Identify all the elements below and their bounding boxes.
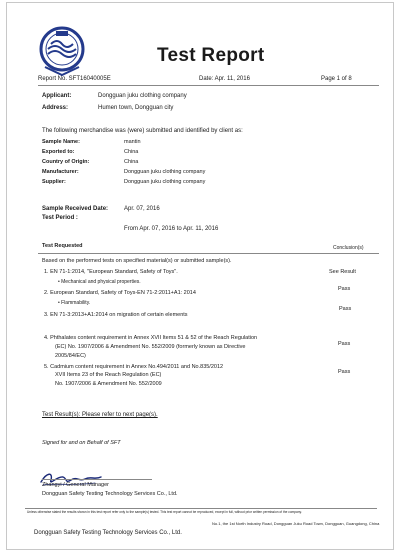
footer-company: Dongguan Safety Testing Technology Services Co., Ltd. <box>34 530 182 536</box>
tests-divider <box>38 253 379 254</box>
test-item-1: 1. EN 71-1:2014, "European Standard, Safety of Toys". <box>44 269 178 275</box>
test-item-4: 4. Phthalates content requirement in Annex XVII Items 51 & 52 of the Reach Regulation <box>44 335 258 341</box>
test-period-label: Test Period : <box>42 215 78 221</box>
country-of-origin-label: Country of Origin: <box>42 159 90 165</box>
basis-text: Based on the performed tests on specified material(s) or submitted sample(s). <box>42 258 232 264</box>
signed-for-text: Signed for and on Behalf of SFT <box>42 440 121 446</box>
country-of-origin-value: China <box>124 159 139 165</box>
test-period-value: From Apr. 07, 2016 to Apr. 11, 2016 <box>124 226 219 232</box>
test-item-3: 3. EN 71-3:2013+A1:2014 on migration of certain elements <box>44 312 188 318</box>
sample-name-label: Sample Name: <box>42 139 80 145</box>
footer-divider <box>25 508 377 509</box>
signature-line <box>42 479 152 480</box>
manufacturer-label: Manufacturer: <box>42 169 79 175</box>
test-item-2a: • Flammability. <box>58 300 91 306</box>
footer-address: No.1, the 1st North Industry Road, Dongguan Juku Road Town, Dongguan, Guangdong, China <box>212 521 380 526</box>
sample-name-value: mantin <box>124 139 141 145</box>
test-item-5b: XVII Items 23 of the Reach Regulation (EC) <box>55 372 162 378</box>
footer-disclaimer: Unless otherwise stated the results shown in this test report refer only to the sample(s) tested. This test report cannot be reproduced, except in full, without prior written permission of the company. <box>27 510 302 514</box>
test-requested-label: Test Requested <box>42 243 83 249</box>
test-result-4: Pass <box>338 341 351 347</box>
test-item-4b: (EC) No. 1907/2006 & Amendment No. 552/2009 (formerly known as Directive <box>55 344 246 350</box>
conclusion-label: Conclusion(s) <box>333 245 364 251</box>
exported-to-label: Exported to: <box>42 149 75 155</box>
test-result-5: Pass <box>338 369 351 375</box>
report-page <box>6 2 394 550</box>
results-note: Test Result(s): Please refer to next page(s). <box>42 412 158 418</box>
received-date-label: Sample Received Date: <box>42 206 109 212</box>
page-number: Page 1 of 8 <box>321 76 352 82</box>
exported-to-value: China <box>124 149 139 155</box>
report-number: Report No. SFT16040005E <box>38 76 111 82</box>
applicant-label: Applicant: <box>42 93 72 99</box>
supplier-value: Dongguan juku clothing company <box>124 179 206 185</box>
test-item-1a: • Mechanical and physical properties. <box>58 279 141 285</box>
page-title: Test Report <box>157 45 265 66</box>
test-item-5c: No. 1907/2006 & Amendment No. 552/2009 <box>55 381 162 387</box>
address-value: Humen town, Dongguan city <box>98 105 174 111</box>
signatory-company: Dongguan Safety Testing Technology Services Co., Ltd. <box>42 491 178 497</box>
address-label: Address: <box>42 105 69 111</box>
test-result-2: Pass <box>339 306 352 312</box>
header-divider <box>38 85 379 86</box>
report-date: Date: Apr. 11, 2016 <box>199 76 250 82</box>
manufacturer-value: Dongguan juku clothing company <box>124 169 206 175</box>
test-result-1: See Result <box>329 269 356 275</box>
test-result-1a: Pass <box>338 286 351 292</box>
test-item-4c: 2005/84/EC) <box>55 353 86 359</box>
test-item-2: 2. European Standard, Safety of Toys-EN 71-2:2011+A1: 2014 <box>44 290 196 296</box>
received-date-value: Apr. 07, 2016 <box>124 206 160 212</box>
supplier-label: Supplier: <box>42 179 66 185</box>
signatory-name: Zhangyi / General Manager <box>42 482 109 488</box>
applicant-value: Dongguan juku clothing company <box>98 93 187 99</box>
test-item-5: 5. Cadmium content requirement in Annex No.494/2011 and No.835/2012 <box>44 364 224 370</box>
company-logo-icon <box>37 23 87 79</box>
intro-text: The following merchandise was (were) submitted and identified by client as: <box>42 128 243 134</box>
